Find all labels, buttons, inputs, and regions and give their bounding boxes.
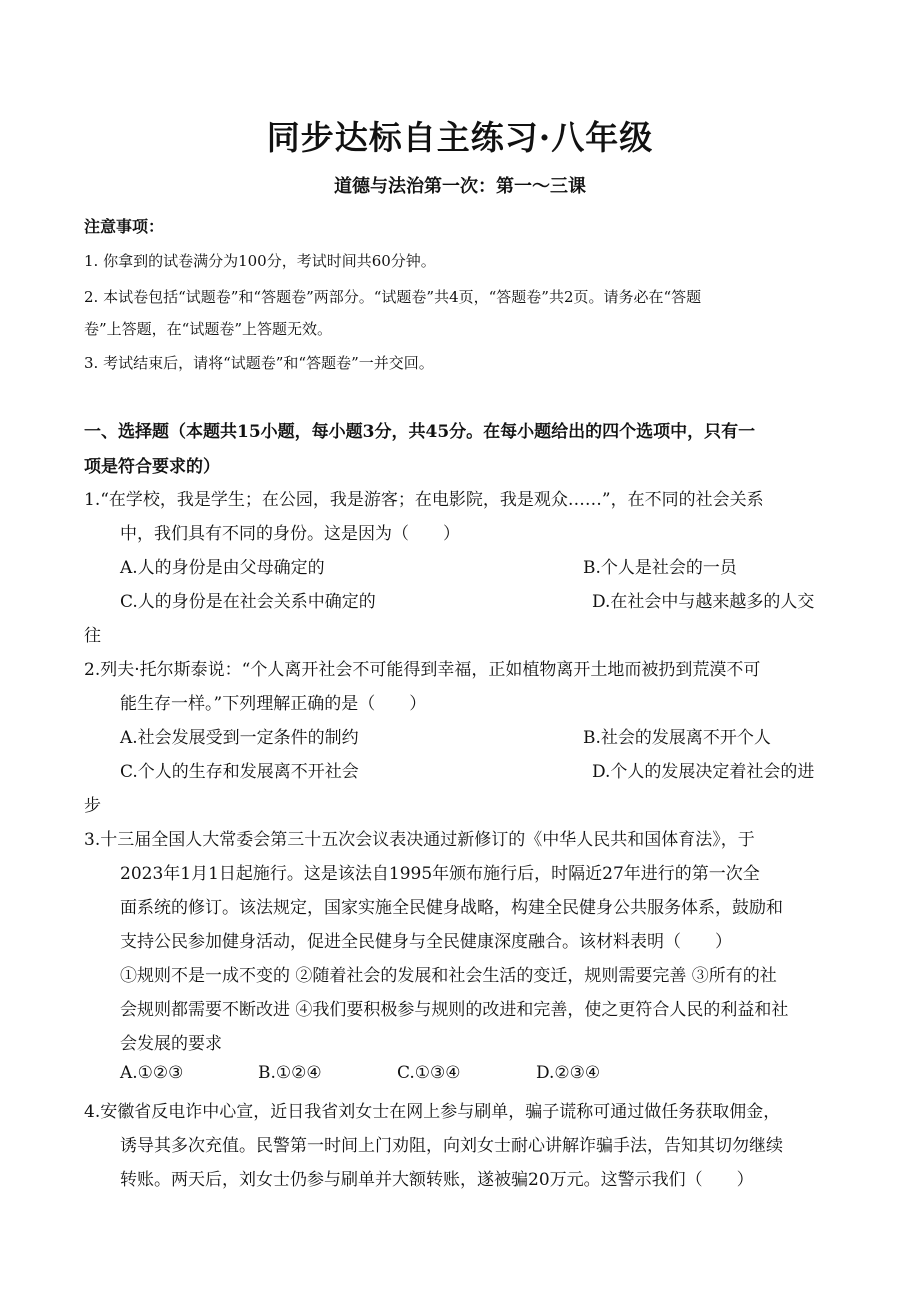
question-3-option-a: A.①②③ — [120, 1063, 184, 1083]
question-1-option-d: D.在社会中与越来越多的人交 — [592, 592, 815, 612]
question-3-statements: 会规则都需要不断改进 ④我们要积极参与规则的改进和完善，使之更符合人民的利益和社 — [120, 1000, 789, 1020]
section-heading: 项是符合要求的） — [84, 457, 220, 477]
note-line: 1. 你拿到的试卷满分为100分，考试时间共60分钟。 — [84, 252, 436, 270]
question-1-option-c: C.人的身份是在社会关系中确定的 — [120, 592, 376, 612]
question-2-stem: 能生存一样。”下列理解正确的是（ ） — [120, 694, 427, 714]
question-1-option-b: B.个人是社会的一员 — [583, 558, 737, 578]
question-3-stem: 支持公民参加健身活动，促进全民健身与全民健康深度融合。该材料表明（ ） — [120, 932, 732, 952]
page-subtitle: 道德与法治第一次：第一～三课 — [334, 176, 586, 197]
question-2-stem: 2.列夫·托尔斯泰说：“个人离开社会不可能得到幸福，正如植物离开土地而被扔到荒漠不可 — [84, 660, 761, 680]
question-4-stem: 转账。两天后，刘女士仍参与刷单并大额转账，遂被骗20万元。这警示我们（ ） — [120, 1170, 754, 1190]
note-line: 2. 本试卷包括“试题卷”和“答题卷”两部分。“试题卷”共4页，“答题卷”共2页。请务必在“答题 — [84, 288, 702, 306]
question-2-option-c: C.个人的生存和发展离不开社会 — [120, 762, 359, 782]
question-3-statements: ①规则不是一成不变的 ②随着社会的发展和社会生活的变迁，规则需要完善 ③所有的社 — [120, 966, 777, 986]
question-1-stem: 1.“在学校，我是学生；在公园，我是游客；在电影院，我是观众……”，在不同的社会关系 — [84, 490, 764, 510]
question-3-option-b: B.①②④ — [258, 1063, 322, 1083]
note-line: 卷”上答题，在“试题卷”上答题无效。 — [84, 320, 333, 338]
question-3-stem: 面系统的修订。该法规定，国家实施全民健身战略，构建全民健身公共服务体系，鼓励和 — [120, 898, 783, 918]
page-title: 同步达标自主练习·八年级 — [266, 118, 654, 157]
question-4-stem: 诱导其多次充值。民警第一时间上门劝阻，向刘女士耐心讲解诈骗手法，告知其切勿继续 — [120, 1136, 783, 1156]
question-3-statements: 会发展的要求 — [120, 1034, 222, 1054]
question-3-option-d: D.②③④ — [536, 1063, 601, 1083]
note-line: 3. 考试结束后，请将“试题卷”和“答题卷”一并交回。 — [84, 354, 434, 372]
question-2-option-d-wrap: 步 — [84, 796, 101, 816]
question-1-stem: 中，我们具有不同的身份。这是因为（ ） — [120, 524, 460, 544]
question-2-option-a: A.社会发展受到一定条件的制约 — [120, 728, 359, 748]
question-2-option-b: B.社会的发展离不开个人 — [583, 728, 771, 748]
question-3-stem: 3.十三届全国人大常委会第三十五次会议表决通过新修订的《中华人民共和国体育法》，于 — [84, 830, 755, 850]
question-3-stem: 2023年1月1日起施行。这是该法自1995年颁布施行后，时隔近27年进行的第一次全 — [120, 864, 760, 884]
question-3-option-c: C.①③④ — [397, 1063, 461, 1083]
question-4-stem: 4.安徽省反电诈中心宣，近日我省刘女士在网上参与刷单，骗子谎称可通过做任务获取佣金， — [84, 1102, 781, 1122]
question-1-option-a: A.人的身份是由父母确定的 — [120, 558, 325, 578]
question-2-option-d: D.个人的发展决定着社会的进 — [592, 762, 815, 782]
question-1-option-d-wrap: 往 — [84, 626, 101, 646]
notes-heading: 注意事项： — [84, 217, 165, 236]
section-heading: 一、选择题（本题共15小题，每小题3分，共45分。在每小题给出的四个选项中，只有一 — [84, 422, 756, 442]
